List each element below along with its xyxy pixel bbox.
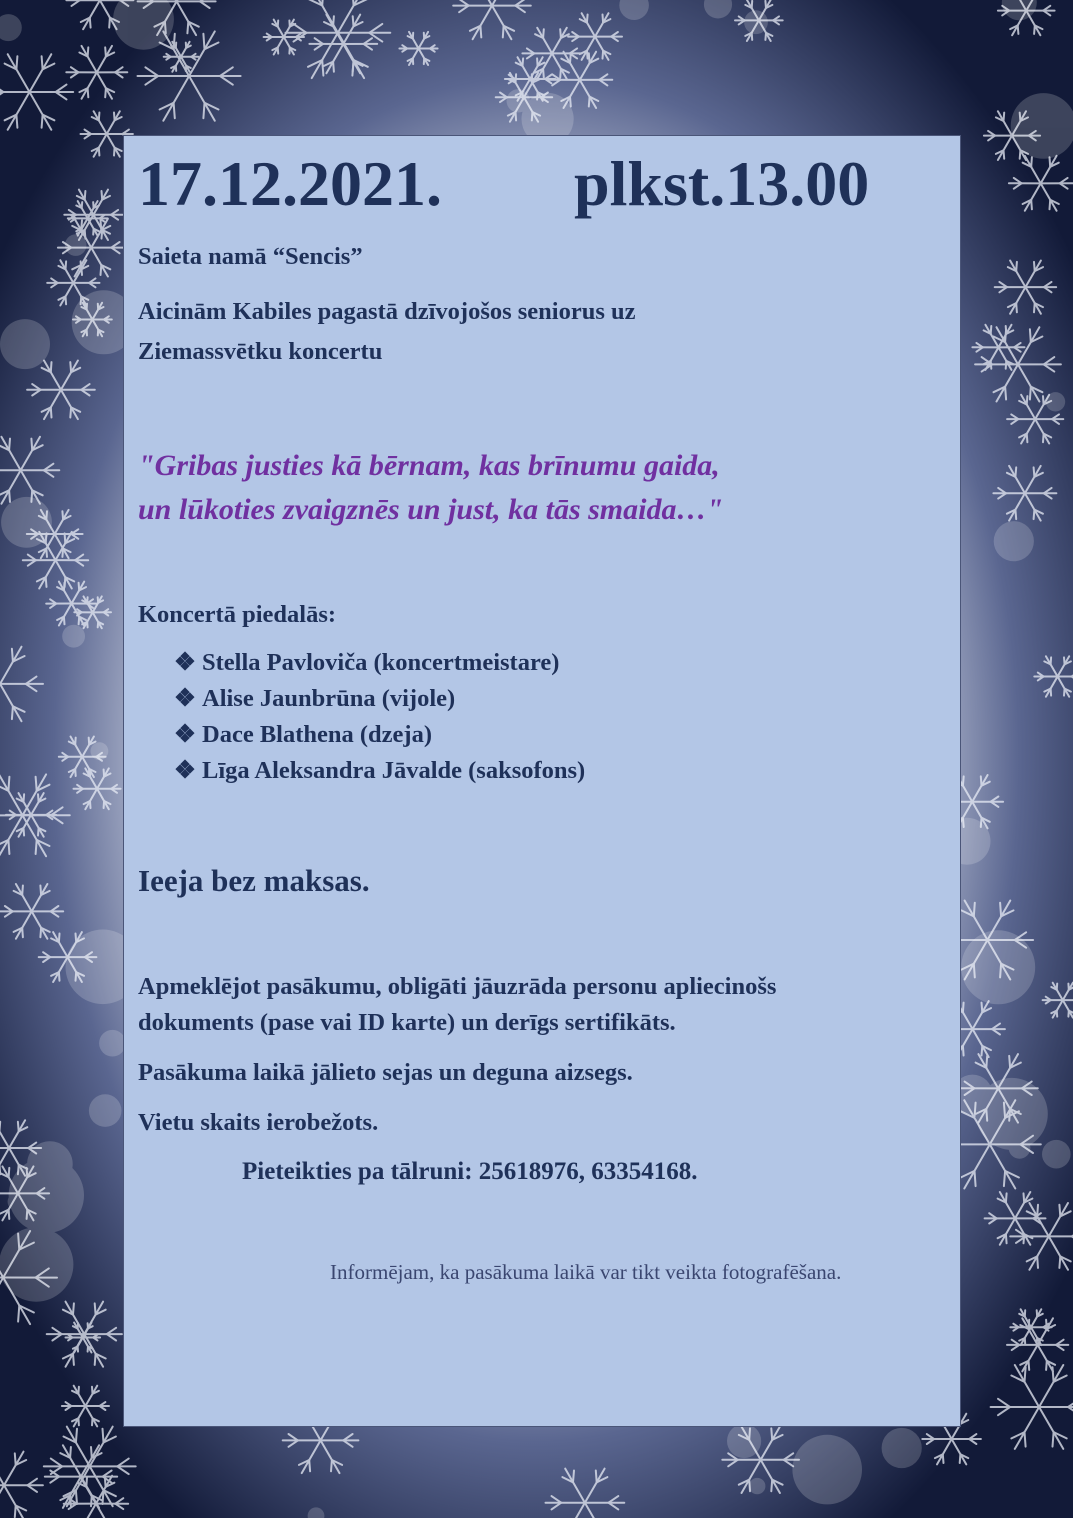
requirements-line-2: dokuments (pase vai ID karte) un derīgs sertifikāts. [138, 1009, 676, 1036]
bokeh-dot [1042, 1140, 1071, 1169]
bokeh-dot [994, 521, 1034, 561]
diamond-bullet-icon: ❖ [174, 649, 196, 676]
event-date: 17.12.2021. [138, 148, 442, 219]
bokeh-dot [749, 1478, 765, 1494]
bokeh-dot [882, 1428, 922, 1468]
performer-item [174, 681, 585, 717]
bokeh-dot [1, 497, 52, 548]
bokeh-dot [961, 930, 1035, 1004]
bokeh-dot [727, 1424, 761, 1458]
diamond-bullet-icon: ❖ [174, 685, 196, 712]
event-time: plkst.13.00 [574, 148, 870, 219]
performer-item [174, 753, 585, 789]
diamond-bullet-icon: ❖ [174, 721, 196, 748]
event-panel [123, 135, 961, 1427]
quote-line-1: "Gribas justies kā bērnam, kas brīnumu gaida, [138, 449, 720, 482]
bokeh-dot [62, 625, 85, 648]
performer-name: Stella Pavloviča (koncertmeistare) [202, 649, 560, 676]
bokeh-dot [65, 234, 87, 256]
performer-name: Dace Blathena (dzeja) [202, 721, 432, 748]
requirements-line-1: Apmeklējot pasākumu, obligāti jāuzrāda personu apliecinošs [138, 973, 777, 1000]
bokeh-dot [976, 1078, 1048, 1150]
phone-note: Pieteikties pa tālruni: 25618976, 63354168. [242, 1158, 698, 1185]
bokeh-dot [1009, 1137, 1031, 1159]
diamond-bullet-icon: ❖ [174, 757, 196, 784]
mask-note: Pasākuma laikā jālieto sejas un deguna aizsegs. [138, 1059, 633, 1086]
entry-note: Ieeja bez maksas. [138, 863, 370, 898]
bokeh-dot [1046, 392, 1065, 411]
performer-name: Alise Jaunbrūna (vijole) [202, 685, 456, 712]
bokeh-dot [0, 319, 50, 369]
performer-item [174, 717, 585, 753]
bokeh-dot [744, 10, 768, 34]
venue-text: Saieta namā “Sencis” [138, 243, 363, 270]
bokeh-dot [507, 89, 530, 112]
invitation-line-2: Ziemassvētku koncertu [138, 338, 383, 365]
bokeh-dot [91, 742, 109, 760]
seats-note: Vietu skaits ierobežots. [138, 1109, 379, 1136]
performers-heading: Koncertā piedalās: [138, 601, 337, 628]
bokeh-dot [89, 1094, 122, 1127]
performer-item [174, 645, 585, 681]
bokeh-dot [8, 1193, 25, 1210]
bokeh-dot [99, 1030, 126, 1057]
bokeh-dot [27, 1141, 73, 1187]
bokeh-dot [792, 1435, 862, 1505]
performers-list [174, 645, 585, 789]
photo-note: Informējam, ka pasākuma laikā var tikt veikta fotografēšana. [330, 1260, 842, 1284]
quote-line-2: un lūkoties zvaigznēs un just, ka tās smaida…" [138, 493, 724, 526]
invitation-line-1: Aicinām Kabiles pagastā dzīvojošos seniorus uz [138, 298, 636, 325]
performer-name: Līga Aleksandra Jāvalde (saksofons) [202, 757, 586, 784]
bokeh-dot [0, 1227, 73, 1301]
